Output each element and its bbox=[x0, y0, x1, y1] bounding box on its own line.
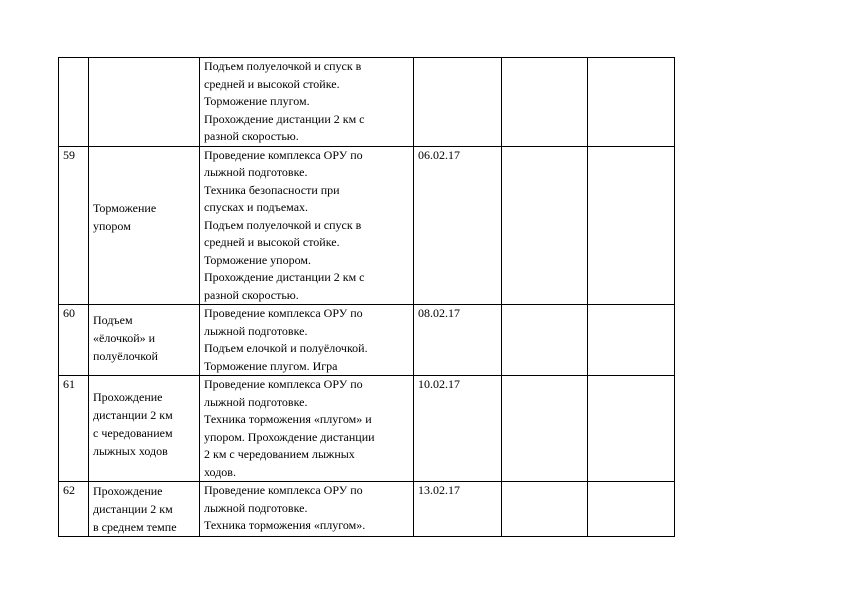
lesson-date-cell: 06.02.17 bbox=[414, 146, 502, 305]
lesson-number-cell: 62 bbox=[59, 482, 89, 537]
lesson-content-cell bbox=[200, 58, 414, 147]
content-line: лыжной подготовке. bbox=[204, 394, 308, 409]
lesson-content-cell bbox=[200, 146, 414, 305]
table-row bbox=[59, 482, 675, 537]
content-line: Торможение упором. bbox=[204, 252, 311, 267]
content-line: разной скоростью. bbox=[204, 129, 299, 143]
lesson-topic-cell bbox=[89, 58, 200, 147]
content-line: Подъем полуелочкой и спуск в bbox=[204, 59, 362, 73]
content-line: лыжной подготовке. bbox=[204, 323, 308, 338]
content-line: Подъем елочкой и полуёлочкой. bbox=[204, 341, 368, 355]
topic-line: Прохождение bbox=[93, 390, 163, 404]
table-row bbox=[59, 146, 675, 305]
lesson-topic-cell bbox=[89, 376, 200, 482]
content-line: 2 км с чередованием лыжных bbox=[204, 447, 355, 461]
lesson-number-cell: 61 bbox=[59, 376, 89, 482]
content-line: ходов. bbox=[204, 464, 236, 479]
content-line: лыжной подготовке. bbox=[204, 165, 308, 179]
empty-cell bbox=[502, 376, 588, 482]
lesson-plan-table bbox=[58, 57, 675, 537]
content-line: Торможение плугом. bbox=[204, 94, 310, 108]
lesson-date-cell: 13.02.17 bbox=[414, 482, 502, 537]
table-row bbox=[59, 376, 675, 482]
lesson-content-cell bbox=[200, 482, 414, 537]
content-line: Прохождение дистанции 2 км с bbox=[204, 270, 365, 284]
topic-line: дистанции 2 км bbox=[93, 502, 173, 516]
content-line: Проведение комплекса ОРУ по bbox=[204, 306, 363, 320]
content-line: Прохождение дистанции 2 км с bbox=[204, 111, 365, 126]
empty-cell bbox=[588, 146, 675, 305]
empty-cell bbox=[588, 482, 675, 537]
content-line: Торможение плугом. Игра bbox=[204, 358, 338, 373]
topic-line: Прохождение bbox=[93, 484, 163, 498]
topic-line: Подъем bbox=[93, 313, 133, 327]
lesson-number-cell bbox=[59, 58, 89, 147]
empty-cell bbox=[502, 305, 588, 376]
content-line: средней и высокой стойке. bbox=[204, 76, 340, 91]
lesson-date-cell bbox=[414, 58, 502, 147]
content-line: средней и высокой стойке. bbox=[204, 235, 340, 249]
topic-line: с чередованием bbox=[93, 426, 173, 440]
table-row bbox=[59, 58, 675, 147]
lesson-topic-cell bbox=[89, 482, 200, 537]
content-line: Техника безопасности при bbox=[204, 182, 340, 197]
topic-line: дистанции 2 км bbox=[93, 408, 173, 422]
topic-line: упором bbox=[93, 218, 131, 233]
lesson-topic-cell bbox=[89, 305, 200, 376]
content-line: Проведение комплекса ОРУ по bbox=[204, 483, 363, 497]
topic-line: Торможение bbox=[93, 200, 157, 215]
lesson-content-cell bbox=[200, 376, 414, 482]
content-line: Подъем полуелочкой и спуск в bbox=[204, 217, 362, 232]
lesson-date-cell: 08.02.17 bbox=[414, 305, 502, 376]
lesson-number-cell: 60 bbox=[59, 305, 89, 376]
content-line: спусках и подъемах. bbox=[204, 200, 309, 214]
table-row bbox=[59, 305, 675, 376]
empty-cell bbox=[588, 376, 675, 482]
content-line: Проведение комплекса ОРУ по bbox=[204, 377, 363, 391]
content-line: Техника торможения «плугом» и bbox=[204, 412, 372, 426]
topic-line: в среднем темпе bbox=[93, 520, 177, 534]
content-line: лыжной подготовке. bbox=[204, 500, 308, 515]
lesson-content-cell bbox=[200, 305, 414, 376]
content-line: разной скоростью. bbox=[204, 287, 299, 302]
empty-cell bbox=[502, 58, 588, 147]
empty-cell bbox=[502, 146, 588, 305]
content-line: Техника торможения «плугом». bbox=[204, 518, 366, 532]
lesson-number-cell: 59 bbox=[59, 146, 89, 305]
topic-line: полуёлочкой bbox=[93, 349, 158, 363]
content-line: Проведение комплекса ОРУ по bbox=[204, 147, 363, 162]
content-line: упором. Прохождение дистанции bbox=[204, 429, 375, 444]
topic-line: «ёлочкой» и bbox=[93, 331, 156, 345]
empty-cell bbox=[588, 58, 675, 147]
lesson-topic-cell bbox=[89, 146, 200, 305]
empty-cell bbox=[588, 305, 675, 376]
empty-cell bbox=[502, 482, 588, 537]
lesson-date-cell: 10.02.17 bbox=[414, 376, 502, 482]
topic-line: лыжных ходов bbox=[93, 444, 168, 458]
